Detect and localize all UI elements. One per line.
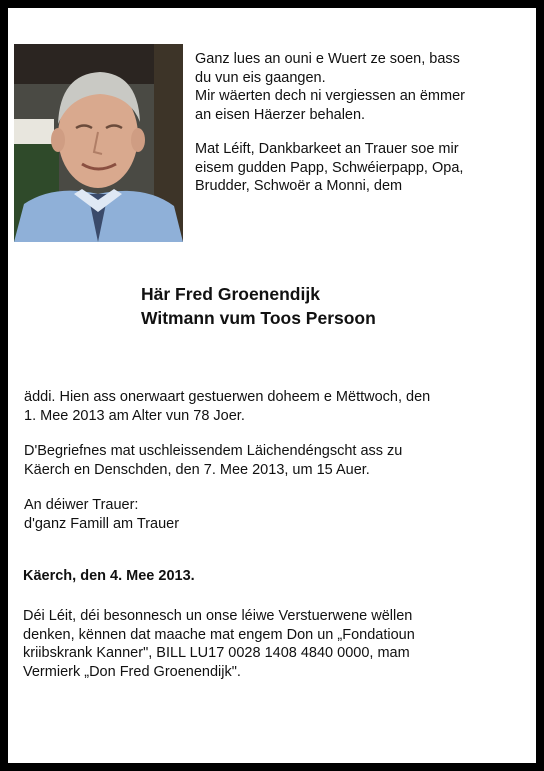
place-date: Käerch, den 4. Mee 2013. [23,568,195,584]
text-line: Käerch en Denschden, den 7. Mee 2013, um 15 Auer. [24,461,370,478]
text-line: Déi Léit, déi besonnesch un onse léiwe Verstuerwene wëllen [23,608,413,624]
portrait-photo [14,44,183,242]
intro-paragraph-1 [195,50,515,124]
text-line: denken, kënnen dat maache mat engem Don un „Fondatioun [23,626,415,643]
text-line: d'ganz Famill am Trauer [24,515,180,532]
funeral-info [24,442,524,479]
text-line: Mir wäerten dech ni vergiessen an ëmmer [195,88,465,104]
deceased-status: Witmann vum Toos Persoon [141,308,376,328]
mourners [24,496,524,533]
intro-text [195,50,515,212]
intro-paragraph-2 [195,140,515,196]
donation-note [23,607,523,681]
text-line: eisem gudden Papp, Schwéierpapp, Opa, [195,159,464,176]
death-notice [24,388,524,425]
notice-body [24,388,524,550]
text-line: An déiwer Trauer: [24,497,139,513]
text-line: du vun eis gaangen. [195,69,326,86]
deceased-name-block [141,282,521,330]
text-line: Brudder, Schwoër a Monni, dem [195,178,403,194]
text-line: 1. Mee 2013 am Alter vun 78 Joer. [24,407,245,424]
text-line: kriibskrank Kanner", BILL LU17 0028 1408 4840 0000, mam [23,645,410,661]
text-line: Ganz lues an ouni e Wuert ze soen, bass [195,51,460,67]
text-line: Mat Léift, Dankbarkeet an Trauer soe mir [195,141,459,157]
obituary-card [8,8,536,763]
text-line: an eisen Häerzer behalen. [195,106,366,123]
text-line: D'Begriefnes mat uschleissendem Läichendéngscht ass zu [24,443,403,459]
text-line: Vermierk „Don Fred Groenendijk". [23,663,241,680]
deceased-name: Här Fred Groenendijk [141,284,320,304]
text-line: äddi. Hien ass onerwaart gestuerwen doheem e Mëttwoch, den [24,389,431,405]
